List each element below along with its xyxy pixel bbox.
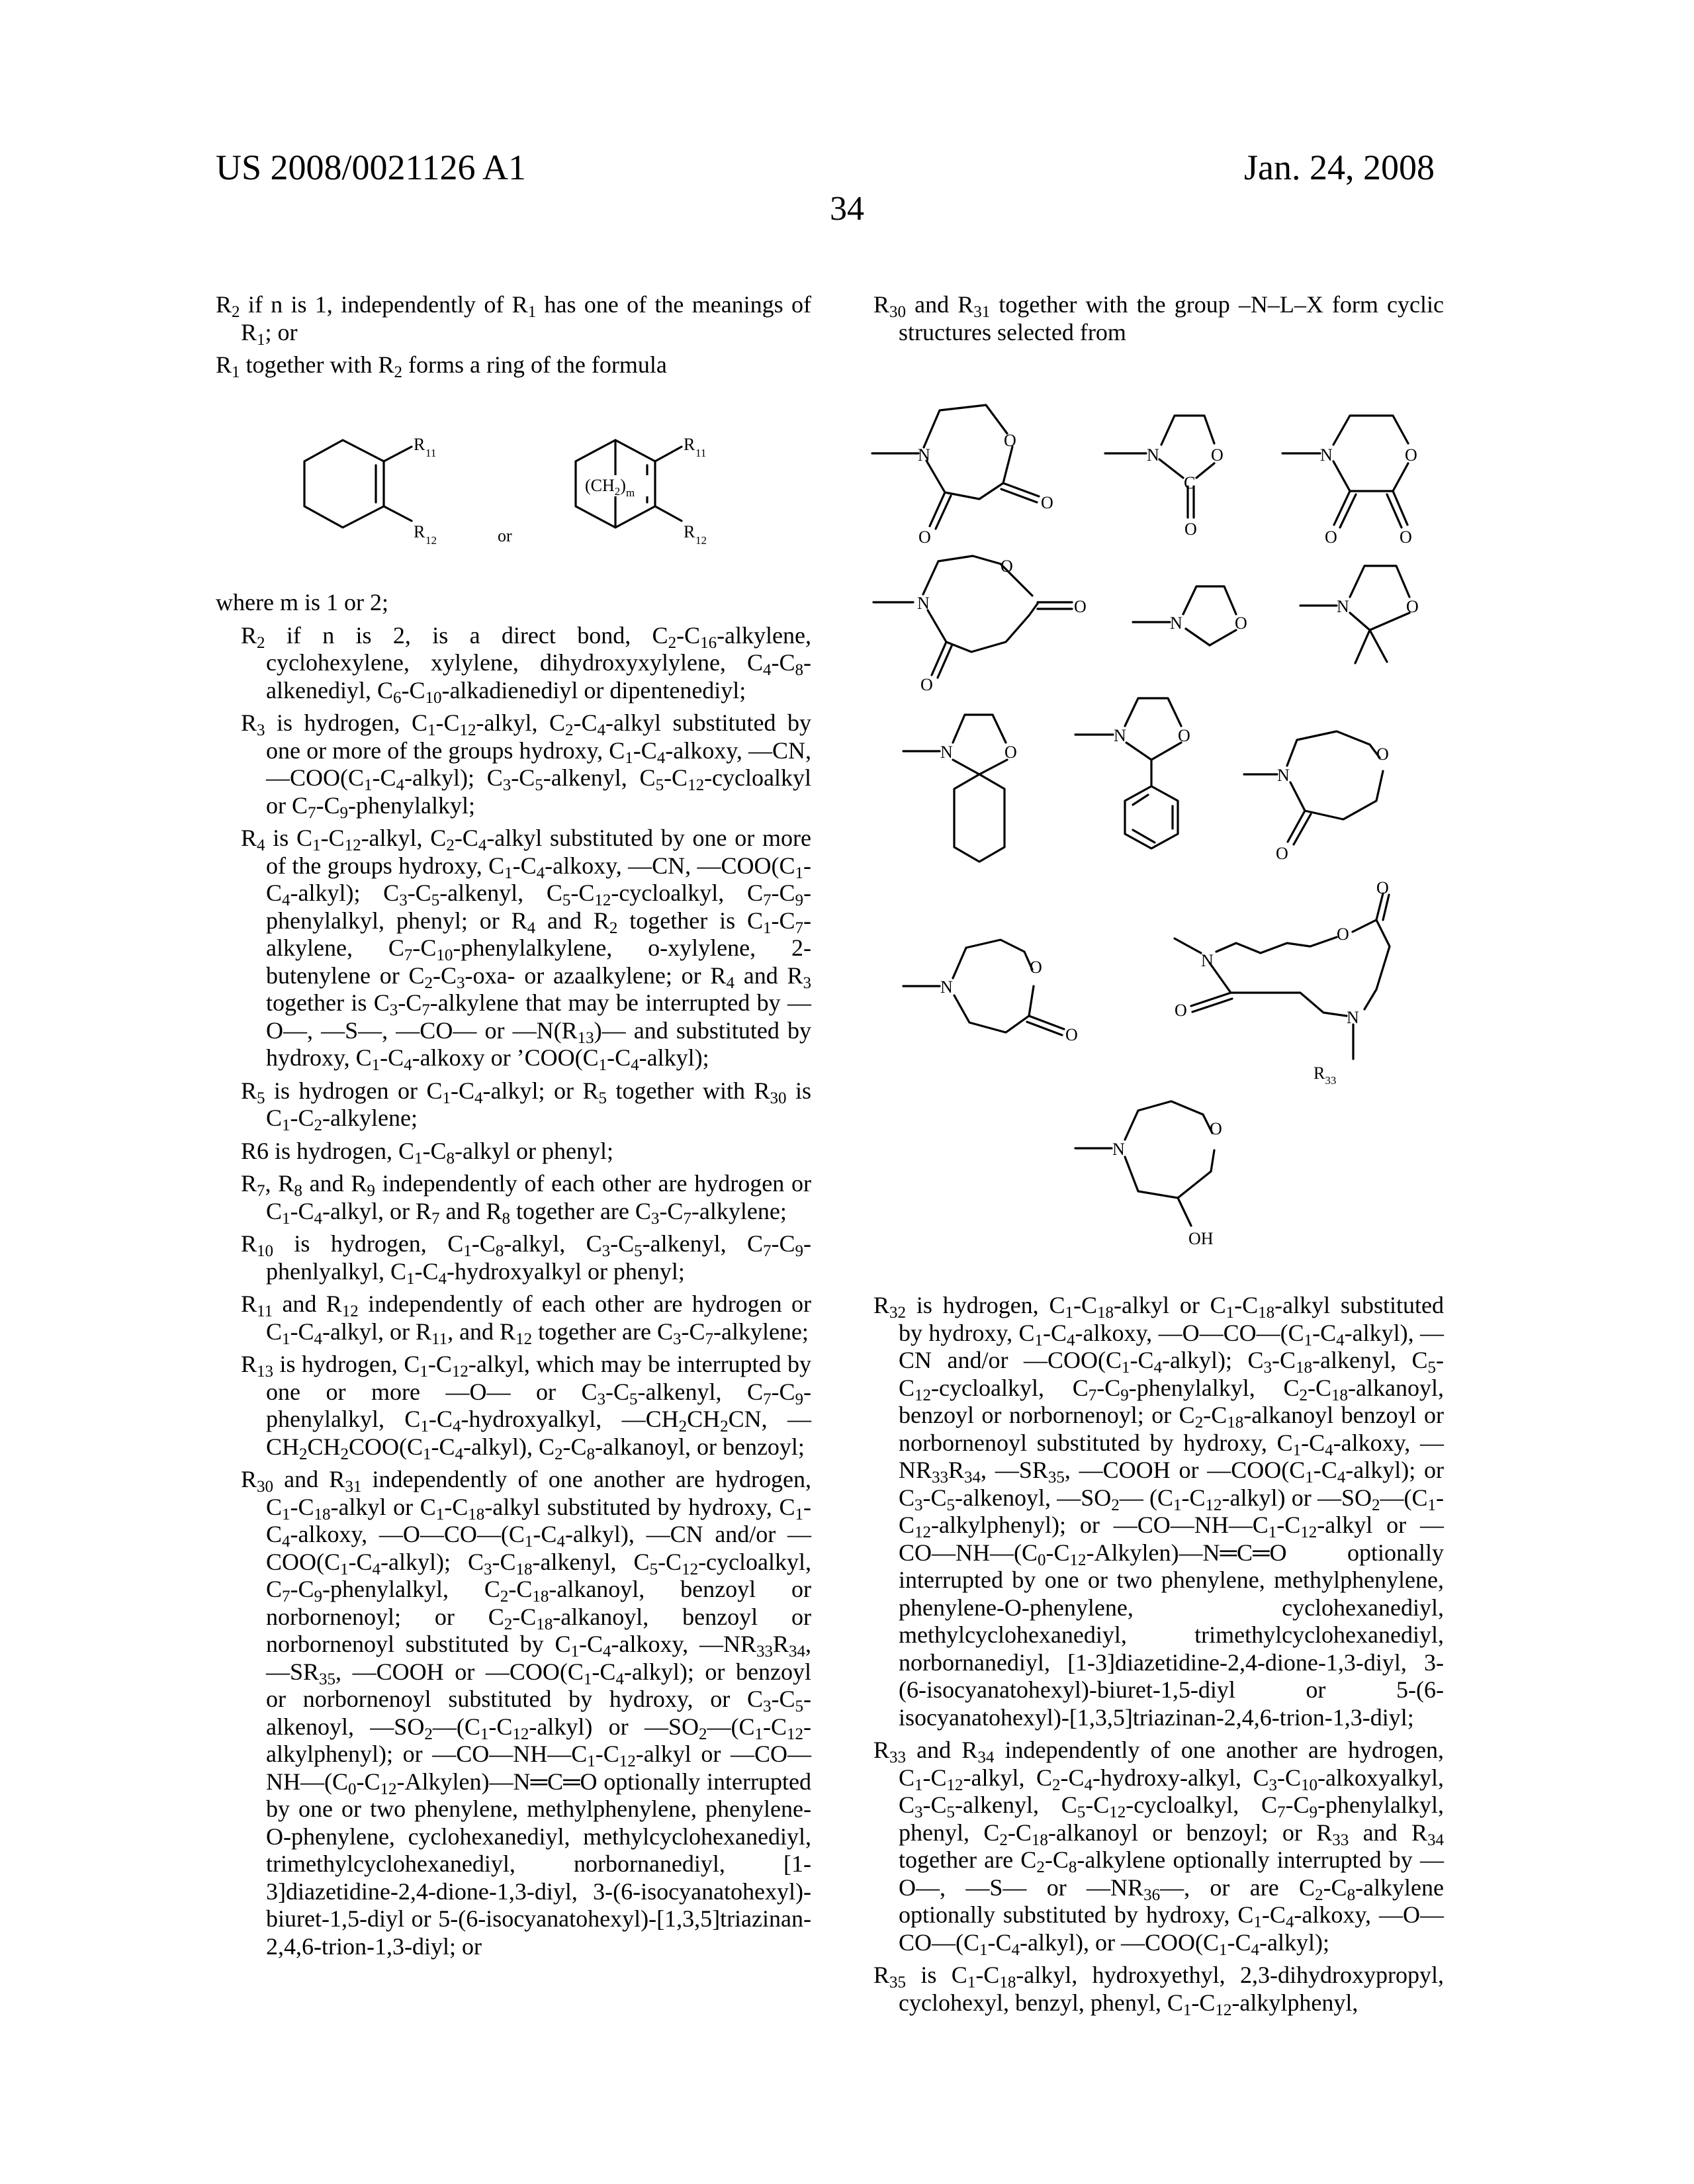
svg-text:R: R: [414, 522, 425, 541]
svg-text:N: N: [1201, 951, 1214, 970]
svg-text:O: O: [1376, 878, 1389, 897]
paragraph-r11-r12: R11 and R12 independently of each other are hydrogen or C1-C4-alkyl, or R11, and R12 together are C3-C7-alkylene;: [241, 1291, 811, 1345]
svg-text:O: O: [1004, 431, 1016, 450]
structure-macrocycle: [1175, 878, 1390, 1087]
svg-text:R33: R33: [1314, 1064, 1336, 1087]
svg-text:N: N: [918, 445, 930, 465]
svg-text:N: N: [1114, 726, 1126, 745]
svg-text:(CH2)m: (CH2)m: [585, 476, 635, 499]
svg-text:O: O: [1276, 844, 1288, 863]
svg-text:O: O: [1405, 445, 1417, 465]
svg-text:O: O: [1325, 527, 1337, 547]
svg-text:11: 11: [425, 447, 436, 459]
paragraph-r7: R7, R8 and R9 independently of each other are hydrogen or C1-C4-alkyl, or R7 and R8 together are C3-C7-alkylene;: [241, 1170, 811, 1225]
paragraph-cyclic-intro: R30 and R31 together with the group –N–L–X form cyclic structures selected from: [873, 291, 1444, 346]
structure-oxazepanone: [1244, 731, 1389, 863]
where-m: where m is 1 or 2;: [216, 589, 811, 617]
svg-text:C: C: [1184, 473, 1195, 492]
svg-text:N: N: [1147, 445, 1159, 465]
paragraph-r6: R6 is hydrogen, C1-C8-alkyl or phenyl;: [241, 1138, 811, 1165]
structure-oxazolidine: [1133, 586, 1247, 645]
structure-morpholinedione: [1282, 416, 1417, 547]
paragraph-r2-n2: R2 if n is 2, is a direct bond, C2-C16-alkylene, cyclohexylene, xylylene, dihydroxyxylylene, C4-C8-alkenediyl, C6-C10-alkadienediyl or dipentenediyl;: [241, 622, 811, 705]
svg-text:O: O: [1074, 597, 1087, 616]
or-label: or: [498, 526, 512, 545]
structure-dimethyloxazolidine: [1300, 566, 1419, 663]
svg-text:O: O: [1041, 493, 1053, 512]
paragraph-r1-ring: R1 together with R2 forms a ring of the formula: [216, 351, 811, 379]
svg-text:N: N: [1337, 597, 1349, 616]
paragraph-r33-r34: R33 and R34 independently of one another are hydrogen, C1-C12-alkyl, C2-C4-hydroxy-alkyl, C3-C10-alkoxyalkyl, C3-C5-alkenyl, C5-C12-cycloalkyl, C7-C9-phenylalkyl, phenyl, C2-C18-alkanoyl or benzoyl; or R33 and R34 together are C2-C8-alkylene optionally interrupted by —O—, —S— or —NR36—, or are C2-C8-alkylene optionally substituted by hydroxy, C1-C4-alkoxy, —O—CO—(C1-C4-alkyl), or —COO(C1-C4-alkyl);: [873, 1737, 1444, 1956]
svg-text:OH: OH: [1188, 1229, 1214, 1248]
structure-oxazepanone-2: [903, 940, 1078, 1044]
structure-spiro-cyclohexane: [903, 715, 1017, 862]
svg-text:O: O: [1337, 925, 1349, 944]
svg-text:O: O: [1400, 527, 1412, 547]
paragraph-r13: R13 is hydrogen, C1-C12-alkyl, which may be interrupted by one or more —O— or C3-C5-alkenyl, C7-C9-phenylalkyl, C1-C4-hydroxyalkyl, —CH2CH2CN, —CH2CH2COO(C1-C4-alkyl), C2-C8-alkanoyl, or benzoyl;: [241, 1351, 811, 1461]
svg-text:O: O: [1001, 557, 1013, 576]
svg-text:11: 11: [695, 447, 706, 459]
svg-text:O: O: [1211, 445, 1224, 465]
svg-text:R: R: [684, 522, 695, 541]
svg-text:O: O: [1030, 958, 1042, 977]
svg-text:12: 12: [695, 534, 707, 547]
paragraph-r2-n1: R2 if n is 1, independently of R1 has one of the meanings of R1; or: [216, 291, 811, 346]
paragraph-r32: R32 is hydrogen, C1-C18-alkyl or C1-C18-alkyl substituted by hydroxy, C1-C4-alkoxy, —O—CO—(C1-C4-alkyl), —CN and/or —COO(C1-C4-alkyl); C3-C18-alkenyl, C5-C12-cycloalkyl, C7-C9-phenylalkyl, C2-C18-alkanoyl, benzoyl or norbornenoyl; or C2-C18-alkanoyl benzoyl or norbornenoyl substituted by hydroxy, C1-C4-alkoxy, —NR33R34, —SR35, —COOH or —COO(C1-C4-alkyl); or C3-C5-alkenoyl, —SO2— (C1-C12-alkyl) or —SO2—(C1-C12-alkylphenyl); or —CO—NH—C1-C12-alkyl or —CO—NH—(C0-C12-Alkylen)—N═C═O optionally interrupted by one or two phenylene, methylphenylene, phenylene-O-phenylene, cyclohexanediyl, methylcyclohexanediyl, trimethylcyclohexanediyl, norbornanediyl, [1-3]diazetidine-2,4-dione-1,3-diyl, 3-(6-isocyanatohexyl)-biuret-1,5-diyl or 5-(6-isocyanatohexyl)-[1,3,5]triazinan-2,4,6-trion-1,3-diyl;: [873, 1292, 1444, 1731]
svg-text:N: N: [917, 594, 930, 613]
structure-oxazolidinone: [1105, 416, 1224, 539]
paragraph-r30-r31: R30 and R31 independently of one another are hydrogen, C1-C18-alkyl or C1-C18-alkyl substituted by hydroxy, C1-C4-alkoxy, —O—CO—(C1-C4-alkyl), —CN and/or —COO(C1-C4-alkyl); C3-C18-alkenyl, C5-C12-cycloalkyl, C7-C9-phenylalkyl, C2-C18-alkanoyl, benzoyl or norbornenoyl; or C2-C18-alkanoyl, benzoyl or norbornenoyl substituted by C1-C4-alkoxy, —NR33R34, —SR35, —COOH or —COO(C1-C4-alkyl); or benzoyl or norbornenoyl substituted by hydroxy, or C3-C5-alkenoyl, —SO2—(C1-C12-alkyl) or —SO2—(C1-C12-alkylphenyl); or —CO—NH—C1-C12-alkyl or —CO—NH—(C0-C12-Alkylen)—N═C═O optionally interrupted by one or two phenylene, methylphenylene, phenylene-O-phenylene, cyclohexanediyl, methylcyclohexanediyl, trimethylcyclohexanediyl, norbornanediyl, [1-3]diazetidine-2,4-dione-1,3-diyl, 3-(6-isocyanatohexyl)-biuret-1,5-diyl or 5-(6-isocyanatohexyl)-[1,3,5]triazinan-2,4,6-trion-1,3-diyl; or: [241, 1466, 811, 1960]
svg-text:N: N: [1170, 614, 1182, 633]
svg-text:O: O: [1178, 726, 1190, 745]
svg-text:N: N: [1320, 445, 1333, 465]
svg-text:N: N: [1347, 1008, 1359, 1027]
svg-text:N: N: [940, 743, 953, 762]
svg-text:N: N: [940, 978, 953, 997]
svg-text:12: 12: [425, 534, 437, 547]
svg-text:N: N: [1112, 1140, 1125, 1159]
structure-oxazocanedione: [873, 556, 1087, 694]
paragraph-r35: R35 is C1-C18-alkyl, hydroxyethyl, 2,3-dihydroxypropyl, cyclohexyl, benzyl, phenyl, C1-C12-alkylphenyl,: [873, 1962, 1444, 2017]
structure-hydroxyoxazepane: [1075, 1101, 1222, 1248]
svg-text:O: O: [1235, 614, 1247, 633]
publication-date: Jan. 24, 2008: [1244, 147, 1435, 188]
svg-text:O: O: [1184, 520, 1197, 539]
paragraph-r5: R5 is hydrogen or C1-C4-alkyl; or R5 together with R30 is C1-C2-alkylene;: [241, 1077, 811, 1132]
patent-number: US 2008/0021126 A1: [216, 147, 526, 188]
svg-text:R: R: [414, 435, 425, 454]
svg-text:O: O: [920, 675, 933, 694]
svg-text:O: O: [1065, 1025, 1078, 1044]
paragraph-r4: R4 is C1-C12-alkyl, C2-C4-alkyl substituted by one or more of the groups hydroxy, C1-C4-alkoxy, —CN, —COO(C1-C4-alkyl); C3-C5-alkenyl, C5-C12-cycloalkyl, C7-C9-phenylalkyl, phenyl; or R4 and R2 together is C1-C7-alkylene, C7-C10-phenylalkylene, o-xylylene, 2-butenylene or C2-C3-oxa- or azaalkylene; or R4 and R3 together is C3-C7-alkylene that may be interrupted by —O—, —S—, —CO— or —N(R13)— and substituted by hydroxy, C1-C4-alkoxy or ’COO(C1-C4-alkyl);: [241, 825, 811, 1072]
right-column-body: [873, 1292, 1444, 2022]
svg-text:N: N: [1277, 766, 1290, 785]
svg-text:O: O: [1210, 1119, 1222, 1138]
svg-text:O: O: [1175, 1001, 1187, 1020]
structure-oxazepanedione: [872, 405, 1053, 547]
svg-text:O: O: [918, 527, 931, 547]
page-number: 34: [0, 189, 1694, 228]
svg-text:R: R: [684, 435, 695, 454]
svg-text:O: O: [1376, 745, 1389, 764]
svg-text:O: O: [1004, 743, 1017, 762]
paragraph-r3: R3 is hydrogen, C1-C12-alkyl, C2-C4-alkyl substituted by one or more of the groups hydroxy, C1-C4-alkoxy, —CN, —COO(C1-C4-alkyl); C3-C5-alkenyl, C5-C12-cycloalkyl or C7-C9-phenylalkyl;: [241, 709, 811, 819]
svg-text:O: O: [1406, 597, 1419, 616]
structure-phenyloxazolidine: [1075, 698, 1190, 848]
paragraph-r10: R10 is hydrogen, C1-C8-alkyl, C3-C5-alkenyl, C7-C9-phenlyalkyl, C1-C4-hydroxyalkyl or phenyl;: [241, 1230, 811, 1285]
